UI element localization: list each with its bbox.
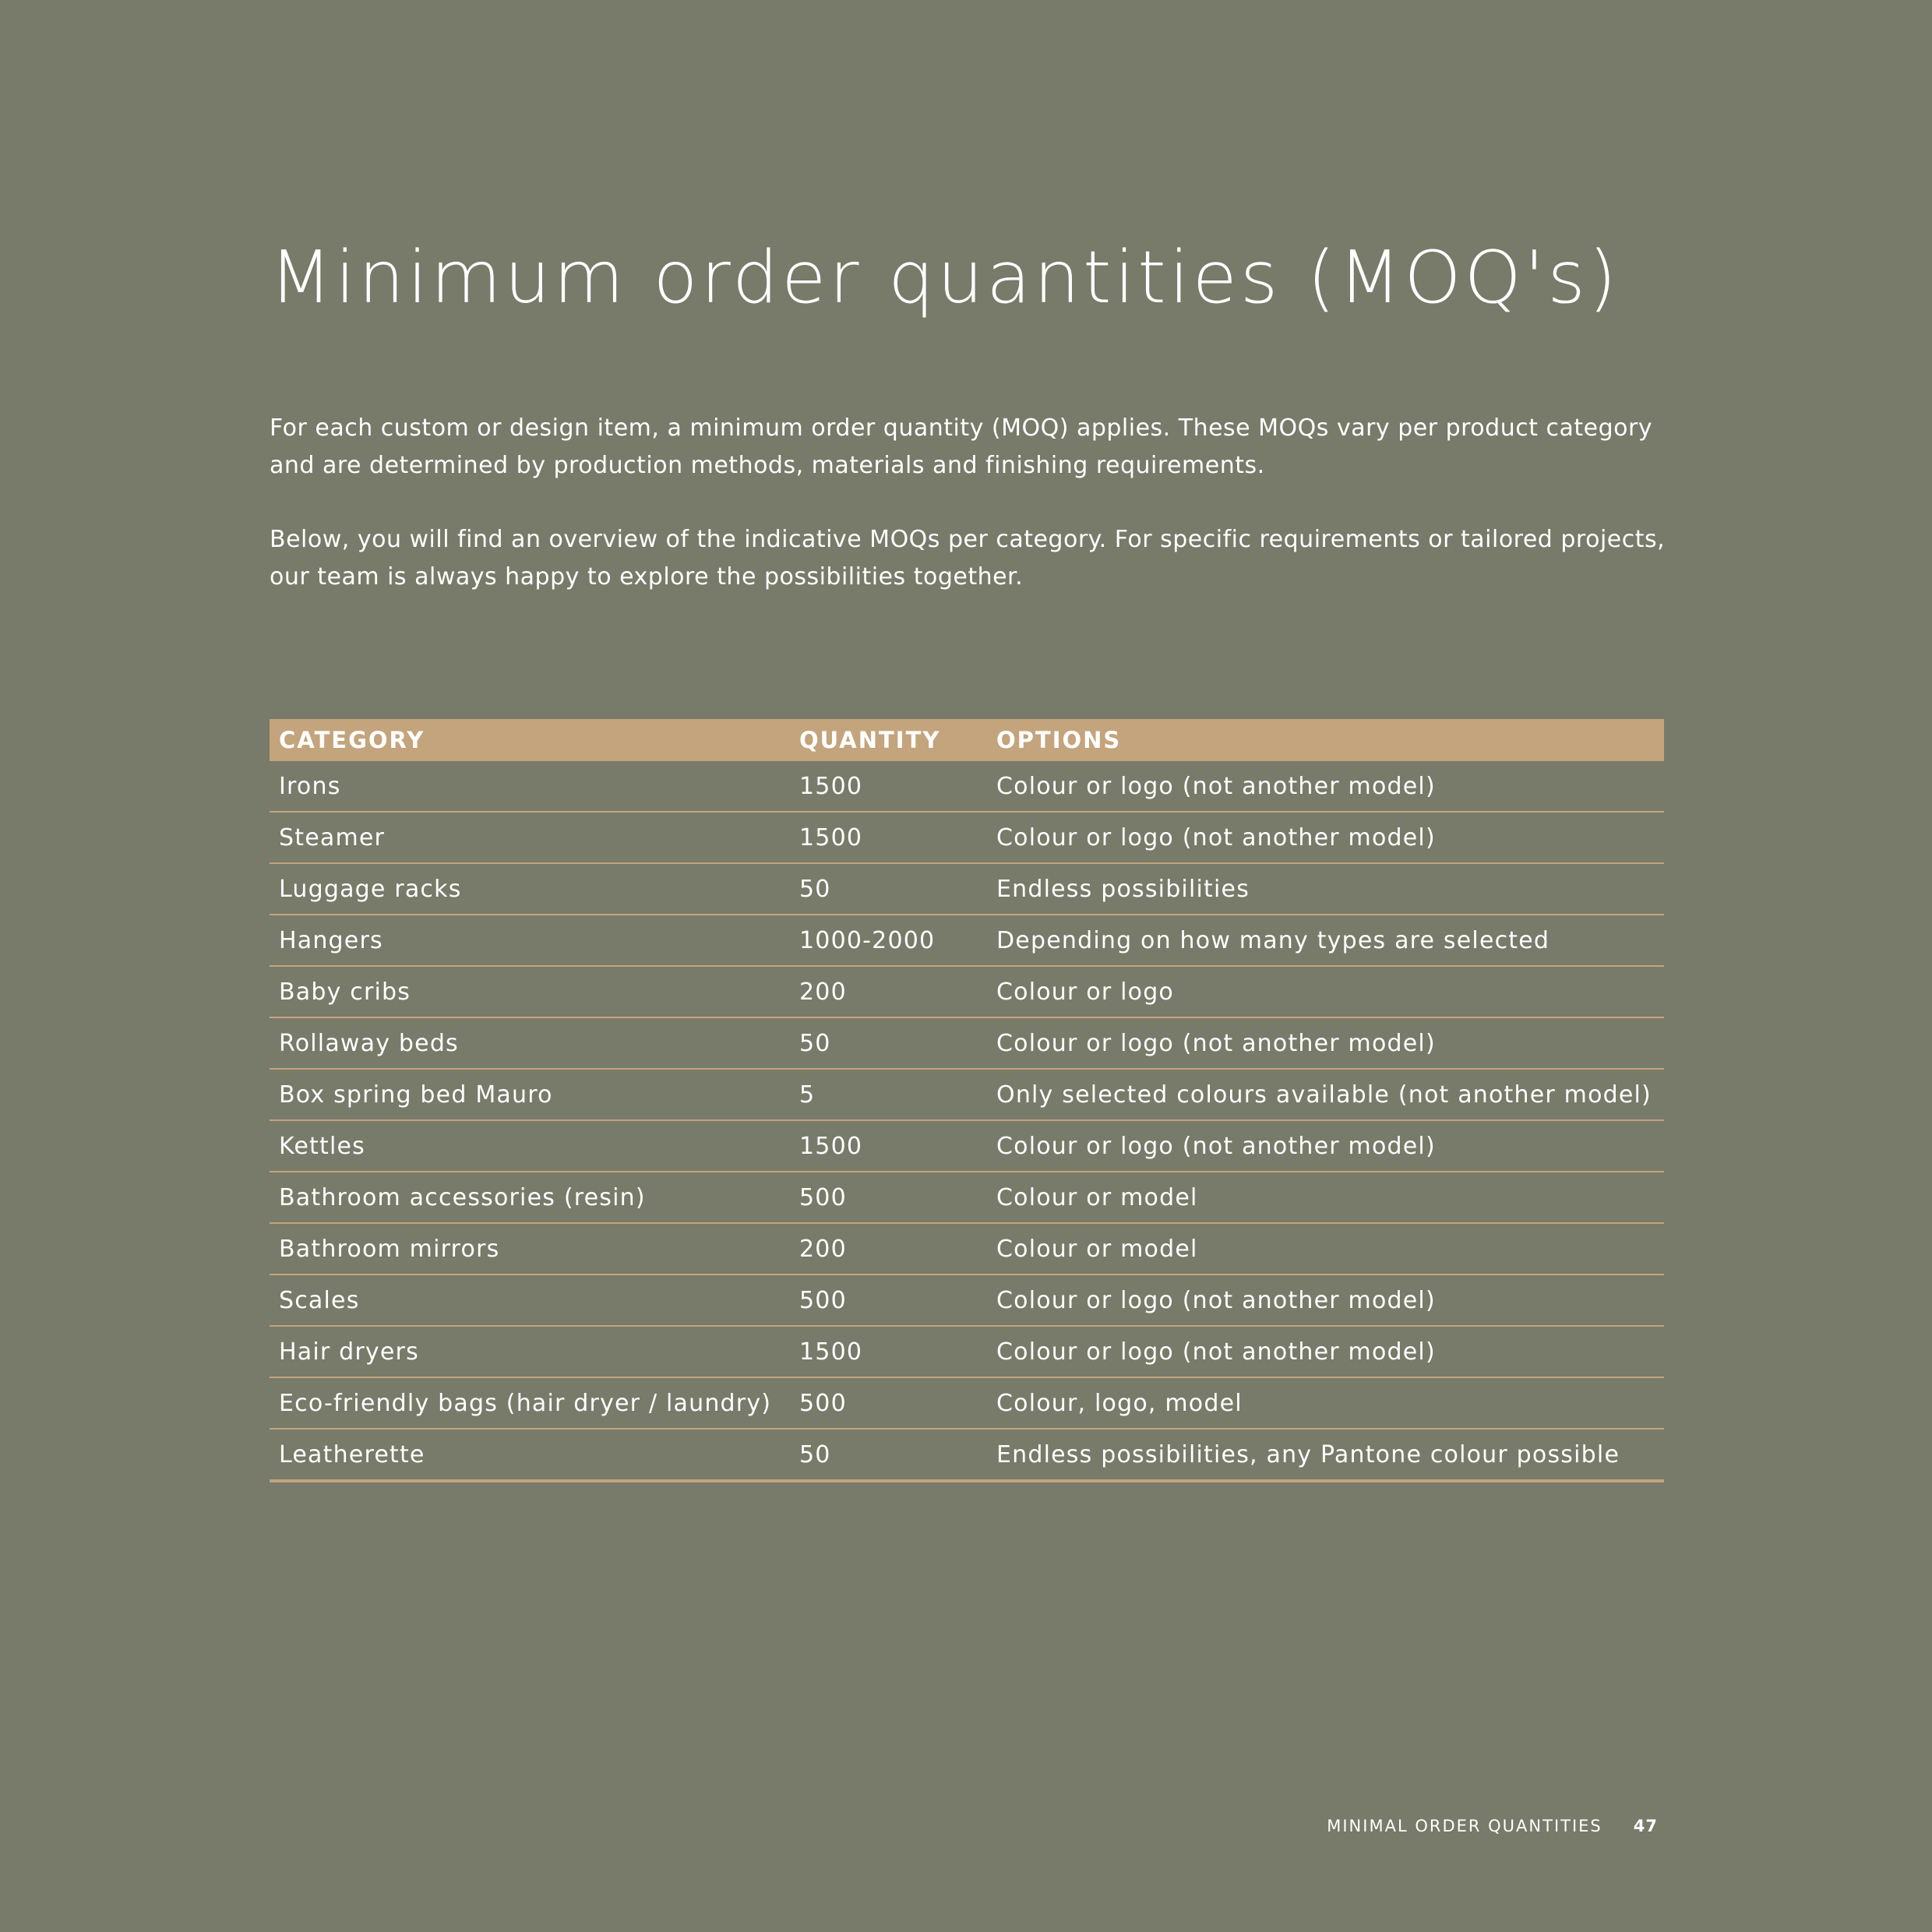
cell-category: Luggage racks — [270, 863, 790, 915]
table-row — [270, 1377, 1664, 1429]
cell-options: Endless possibilities — [987, 863, 1664, 915]
cell-quantity: 5 — [790, 1069, 987, 1120]
table-row — [270, 1429, 1664, 1481]
page-title: Minimum order quantities (MOQ's) — [270, 235, 1620, 319]
intro-paragraph-2 — [270, 521, 1672, 596]
table-row — [270, 1274, 1664, 1326]
table-header-row — [270, 719, 1664, 761]
table-row — [270, 863, 1664, 915]
cell-options: Colour or logo (not another model) — [987, 761, 1664, 812]
intro-paragraph-1 — [270, 410, 1672, 485]
table-row — [270, 1069, 1664, 1120]
cell-category: Box spring bed Mauro — [270, 1069, 790, 1120]
cell-category: Steamer — [270, 812, 790, 863]
table-row — [270, 1120, 1664, 1172]
cell-quantity: 1500 — [790, 1326, 987, 1377]
intro-paragraph-1-line-1: For each custom or design item, a minimum order quantity (MOQ) applies. These MOQs vary per product category — [270, 414, 1653, 442]
table-row — [270, 966, 1664, 1017]
cell-options: Endless possibilities, any Pantone colour possible — [987, 1429, 1664, 1481]
cell-category: Irons — [270, 761, 790, 812]
cell-quantity: 50 — [790, 863, 987, 915]
cell-quantity: 1500 — [790, 812, 987, 863]
cell-options: Colour or logo — [987, 966, 1664, 1017]
cell-options: Colour or logo (not another model) — [987, 1274, 1664, 1326]
cell-options: Colour or logo (not another model) — [987, 812, 1664, 863]
page-footer — [1327, 1817, 1658, 1835]
cell-quantity: 200 — [790, 966, 987, 1017]
table-row — [270, 812, 1664, 863]
cell-category: Kettles — [270, 1120, 790, 1172]
cell-quantity: 50 — [790, 1429, 987, 1481]
cell-options: Colour or logo (not another model) — [987, 1120, 1664, 1172]
cell-category: Scales — [270, 1274, 790, 1326]
cell-quantity: 50 — [790, 1017, 987, 1069]
table-row — [270, 1223, 1664, 1274]
table-row — [270, 1326, 1664, 1377]
table-row — [270, 1172, 1664, 1223]
page-number: 47 — [1633, 1817, 1658, 1835]
footer-section-title: MINIMAL ORDER QUANTITIES — [1327, 1817, 1602, 1835]
cell-options: Colour or logo (not another model) — [987, 1017, 1664, 1069]
cell-category: Baby cribs — [270, 966, 790, 1017]
cell-quantity: 500 — [790, 1172, 987, 1223]
cell-category: Hangers — [270, 915, 790, 966]
moq-table — [270, 719, 1664, 1482]
cell-quantity: 1000-2000 — [790, 915, 987, 966]
cell-options: Colour or logo (not another model) — [987, 1326, 1664, 1377]
header-options: OPTIONS — [987, 719, 1664, 761]
table-row — [270, 915, 1664, 966]
cell-quantity: 200 — [790, 1223, 987, 1274]
cell-category: Leatherette — [270, 1429, 790, 1481]
cell-quantity: 500 — [790, 1274, 987, 1326]
header-quantity: QUANTITY — [790, 719, 987, 761]
cell-options: Colour, logo, model — [987, 1377, 1664, 1429]
cell-quantity: 500 — [790, 1377, 987, 1429]
cell-category: Eco-friendly bags (hair dryer / laundry) — [270, 1377, 790, 1429]
table-row — [270, 761, 1664, 812]
table-row — [270, 1017, 1664, 1069]
intro-paragraph-1-line-2: and are determined by production methods, materials and finishing requirements. — [270, 452, 1265, 479]
cell-category: Rollaway beds — [270, 1017, 790, 1069]
cell-options: Only selected colours available (not another model) — [987, 1069, 1664, 1120]
intro-paragraph-2-line-1: Below, you will find an overview of the indicative MOQs per category. For specific requirements or tailored projects, — [270, 526, 1666, 553]
cell-quantity: 1500 — [790, 1120, 987, 1172]
cell-options: Colour or model — [987, 1172, 1664, 1223]
intro-paragraph-2-line-2: our team is always happy to explore the possibilities together. — [270, 563, 1024, 591]
cell-options: Depending on how many types are selected — [987, 915, 1664, 966]
header-category: CATEGORY — [270, 719, 790, 761]
cell-category: Bathroom accessories (resin) — [270, 1172, 790, 1223]
cell-category: Hair dryers — [270, 1326, 790, 1377]
cell-category: Bathroom mirrors — [270, 1223, 790, 1274]
cell-options: Colour or model — [987, 1223, 1664, 1274]
cell-quantity: 1500 — [790, 761, 987, 812]
